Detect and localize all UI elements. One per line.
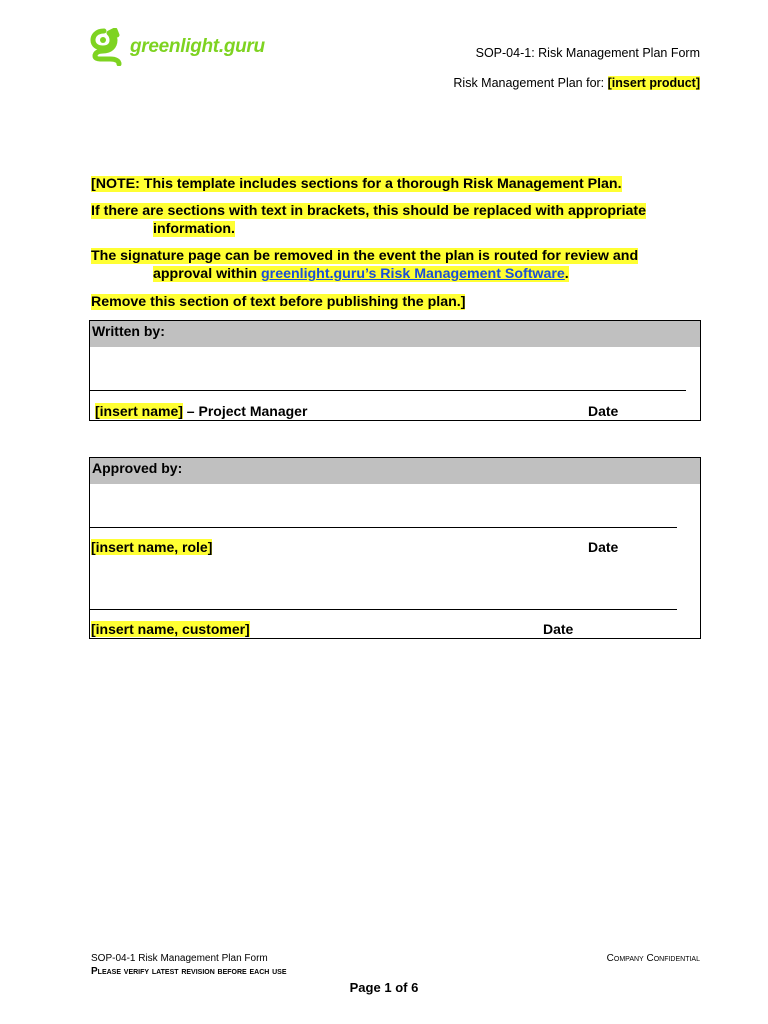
approved-row2-placeholder xyxy=(91,621,250,637)
written-date-label: Date xyxy=(588,403,619,419)
note-text-3a: The signature page can be removed in the event the plan is routed for review and xyxy=(91,248,639,264)
plan-for-line xyxy=(453,76,700,90)
plan-for-label: Risk Management Plan for: xyxy=(453,76,605,90)
footer-verify-note: Please verify latest revision before each use xyxy=(91,966,287,977)
note-text-3b: approval within xyxy=(153,266,261,282)
page-number xyxy=(0,980,768,995)
written-name-placeholder: [insert name] xyxy=(95,403,183,419)
approved-signature-line-2 xyxy=(90,609,677,610)
note-text-1: [NOTE: This template includes sections for a thorough Risk Management Plan. xyxy=(91,176,622,192)
approved-signature-line-1 xyxy=(90,527,677,528)
note-line-3 xyxy=(91,247,638,283)
footer-form-name: SOP-04-1 Risk Management Plan Form xyxy=(91,953,268,964)
approved-row1-placeholder xyxy=(91,539,212,555)
note-indent-2 xyxy=(91,221,235,237)
greenlight-logo-icon xyxy=(90,28,122,66)
approved-row2-date: Date xyxy=(543,621,574,637)
note-indent-3 xyxy=(91,266,569,282)
page-current: 1 xyxy=(384,980,392,995)
risk-software-link[interactable]: greenlight.guru’s Risk Management Software xyxy=(261,266,565,282)
plan-for-placeholder: [insert product] xyxy=(607,76,700,90)
note-line-1 xyxy=(91,175,622,193)
note-line-4 xyxy=(91,293,465,311)
approved-customer-placeholder: [insert name, customer] xyxy=(91,621,250,637)
written-by-box xyxy=(89,320,701,421)
footer-confidential: Company Confidential xyxy=(606,953,700,964)
approved-by-heading: Approved by: xyxy=(90,458,700,484)
page-total: 6 xyxy=(411,980,419,995)
written-role: – Project Manager xyxy=(182,403,308,419)
note-text-4: Remove this section of text before publishing the plan.] xyxy=(91,294,466,310)
written-name-row xyxy=(95,403,307,419)
company-logo xyxy=(90,28,265,66)
written-by-heading: Written by: xyxy=(90,321,700,347)
page-of: of xyxy=(395,980,408,995)
document-title: SOP-04-1: Risk Management Plan Form xyxy=(475,46,700,60)
page-label: Page xyxy=(349,980,381,995)
note-text-2b: information. xyxy=(153,221,235,237)
written-signature-line xyxy=(90,390,686,391)
logo-wordmark: greenlight.guru xyxy=(130,36,265,57)
note-text-3c: . xyxy=(564,266,569,282)
approved-row1-date: Date xyxy=(588,539,619,555)
note-text-2a: If there are sections with text in brackets, this should be replaced with appropriate xyxy=(91,203,647,219)
approved-role-placeholder: [insert name, role] xyxy=(91,539,213,555)
note-line-2 xyxy=(91,202,646,238)
approved-by-box xyxy=(89,457,701,639)
